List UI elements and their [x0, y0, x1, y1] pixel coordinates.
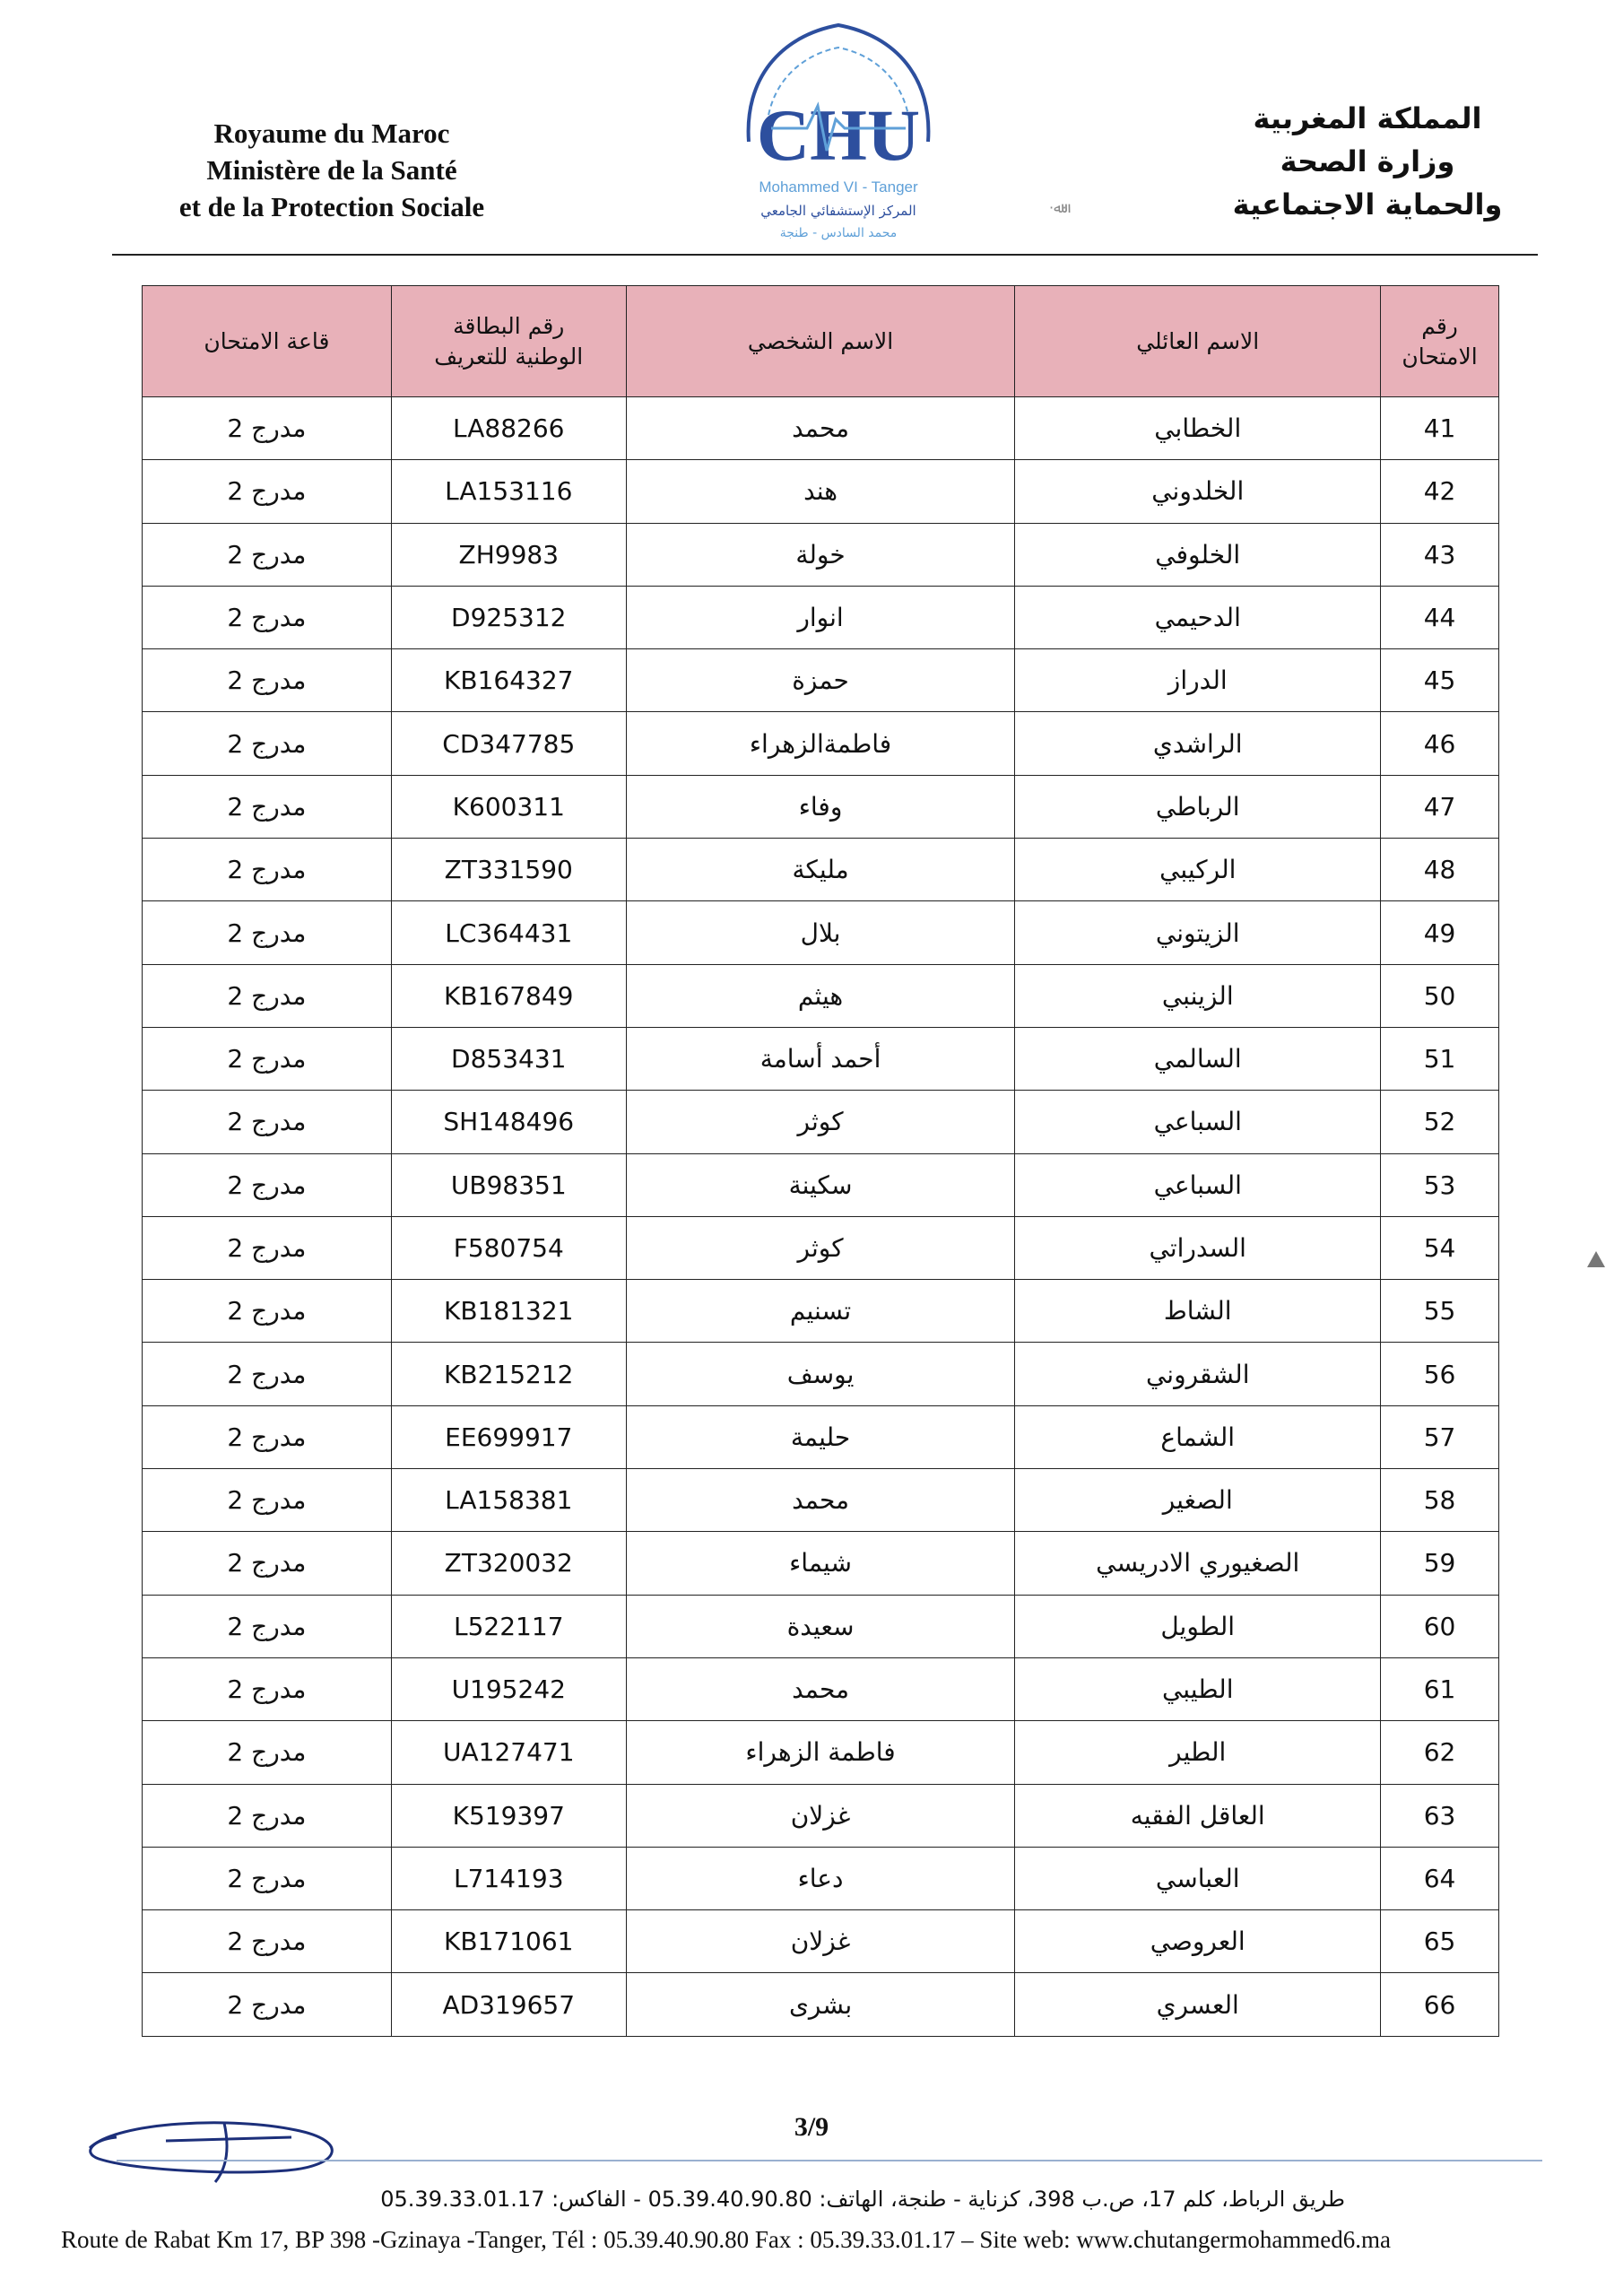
table-row [143, 1847, 1499, 1909]
cell-first-name: سعيدة [626, 1595, 1015, 1657]
cell-exam-number: 47 [1381, 775, 1499, 838]
cell-last-name: الدراز [1015, 649, 1381, 712]
cell-last-name: السباعي [1015, 1153, 1381, 1216]
cell-first-name: خولة [626, 523, 1015, 586]
cell-national-id: SH148496 [391, 1091, 626, 1153]
cell-last-name: العروصي [1015, 1910, 1381, 1973]
cell-exam-room: مدرج 2 [143, 901, 392, 964]
cell-first-name: فاطمة الزهراء [626, 1721, 1015, 1784]
cell-first-name: محمد [626, 1469, 1015, 1532]
cell-national-id: K519397 [391, 1784, 626, 1847]
cell-exam-room: مدرج 2 [143, 1153, 392, 1216]
cell-last-name: الطويل [1015, 1595, 1381, 1657]
cell-exam-room: مدرج 2 [143, 1405, 392, 1468]
ministry-name-ar [1202, 97, 1533, 226]
cell-exam-room: مدرج 2 [143, 1973, 392, 2036]
cell-exam-room: مدرج 2 [143, 1343, 392, 1405]
cell-exam-room: مدرج 2 [143, 712, 392, 775]
ministry-line-1: Royaume du Maroc [213, 117, 450, 149]
table-row [143, 1216, 1499, 1279]
cell-first-name: غزلان [626, 1784, 1015, 1847]
ministry-line-3: et de la Protection Sociale [178, 191, 485, 222]
cell-last-name: الدحيمي [1015, 586, 1381, 648]
table-row [143, 1280, 1499, 1343]
cell-exam-room: مدرج 2 [143, 1091, 392, 1153]
col-header-cin [391, 286, 626, 397]
signature [81, 2103, 377, 2188]
cell-exam-room: مدرج 2 [143, 964, 392, 1027]
cell-last-name: الشماع [1015, 1405, 1381, 1468]
cell-exam-number: 52 [1381, 1091, 1499, 1153]
chu-logo [717, 16, 959, 249]
cell-national-id: KB167849 [391, 964, 626, 1027]
ministry-line-2: Ministère de la Santé [206, 154, 457, 186]
cell-last-name: العباسي [1015, 1847, 1381, 1909]
ministry-name-fr [135, 115, 529, 225]
table-row [143, 1973, 1499, 2036]
cell-exam-number: 45 [1381, 649, 1499, 712]
cell-last-name: الخطابي [1015, 397, 1381, 460]
cell-exam-room: مدرج 2 [143, 839, 392, 901]
cell-exam-room: مدرج 2 [143, 1216, 392, 1279]
cell-exam-number: 41 [1381, 397, 1499, 460]
table-row [143, 1657, 1499, 1720]
cell-exam-number: 50 [1381, 964, 1499, 1027]
cell-exam-number: 59 [1381, 1532, 1499, 1595]
cell-exam-room: مدرج 2 [143, 397, 392, 460]
table-row [143, 460, 1499, 523]
table-row [143, 901, 1499, 964]
cell-last-name: الرباطي [1015, 775, 1381, 838]
cell-national-id: CD347785 [391, 712, 626, 775]
cell-exam-room: مدرج 2 [143, 1595, 392, 1657]
table-header-row [143, 286, 1499, 397]
cell-national-id: EE699917 [391, 1405, 626, 1468]
cell-first-name: بلال [626, 901, 1015, 964]
cell-exam-room: مدرج 2 [143, 1657, 392, 1720]
cell-exam-room: مدرج 2 [143, 1469, 392, 1532]
col-num-line1: رقم [1421, 312, 1458, 339]
cell-national-id: D853431 [391, 1027, 626, 1090]
cell-first-name: سكينة [626, 1153, 1015, 1216]
cell-exam-number: 57 [1381, 1405, 1499, 1468]
cell-exam-room: مدرج 2 [143, 586, 392, 648]
cell-national-id: D925312 [391, 586, 626, 648]
cell-first-name: أحمد أسامة [626, 1027, 1015, 1090]
table-row [143, 1595, 1499, 1657]
cell-exam-room: مدرج 2 [143, 1910, 392, 1973]
page-number: 3/9 [794, 2112, 829, 2142]
cell-first-name: محمد [626, 1657, 1015, 1720]
scan-mark: ·ﷲ· [1049, 199, 1067, 216]
cell-exam-number: 61 [1381, 1657, 1499, 1720]
cell-exam-number: 44 [1381, 586, 1499, 648]
table-row [143, 1910, 1499, 1973]
cell-exam-room: مدرج 2 [143, 1532, 392, 1595]
cell-first-name: شيماء [626, 1532, 1015, 1595]
cell-exam-number: 60 [1381, 1595, 1499, 1657]
cell-national-id: KB181321 [391, 1280, 626, 1343]
ministry-ar-line-1: المملكة المغربية [1253, 101, 1482, 135]
cell-exam-number: 46 [1381, 712, 1499, 775]
cell-exam-room: مدرج 2 [143, 1721, 392, 1784]
cell-exam-number: 53 [1381, 1153, 1499, 1216]
logo-sub-fr: Mohammed VI - Tanger [759, 178, 918, 196]
cell-exam-number: 64 [1381, 1847, 1499, 1909]
cell-first-name: حمزة [626, 649, 1015, 712]
table-row [143, 1784, 1499, 1847]
cell-last-name: الراشدي [1015, 712, 1381, 775]
cell-last-name: الخلدوني [1015, 460, 1381, 523]
cell-exam-room: مدرج 2 [143, 1280, 392, 1343]
cell-last-name: الطيبي [1015, 1657, 1381, 1720]
col-header-room: قاعة الامتحان [143, 286, 392, 397]
ministry-ar-line-2: وزارة الصحة [1280, 144, 1455, 178]
cell-national-id: LA153116 [391, 460, 626, 523]
col-cin-line2: الوطنية للتعريف [434, 343, 584, 370]
cell-first-name: غزلان [626, 1910, 1015, 1973]
cell-last-name: الزيتوني [1015, 901, 1381, 964]
logo-sub-ar1: المركز الإستشفائي الجامعي [760, 203, 916, 219]
cell-exam-room: مدرج 2 [143, 523, 392, 586]
cell-exam-number: 66 [1381, 1973, 1499, 2036]
table-row [143, 586, 1499, 648]
table-row [143, 397, 1499, 460]
cell-exam-room: مدرج 2 [143, 649, 392, 712]
cell-last-name: السباعي [1015, 1091, 1381, 1153]
table-row [143, 712, 1499, 775]
cell-first-name: بشرى [626, 1973, 1015, 2036]
table-row [143, 1027, 1499, 1090]
cell-last-name: الصغير [1015, 1469, 1381, 1532]
table-row [143, 1469, 1499, 1532]
cell-exam-number: 48 [1381, 839, 1499, 901]
cell-national-id: LC364431 [391, 901, 626, 964]
cell-exam-number: 56 [1381, 1343, 1499, 1405]
address-ar: طريق الرباط، كلم 17، ص.ب 398، كزناية - طنجة، الهاتف: 05.39.40.90.80 - الفاكس: 05.39.33.01.17 [380, 2187, 1345, 2212]
cell-last-name: العسري [1015, 1973, 1381, 2036]
cell-first-name: كوثر [626, 1091, 1015, 1153]
cell-national-id: ZT331590 [391, 839, 626, 901]
cell-first-name: مليكة [626, 839, 1015, 901]
cell-last-name: الصغيوري الادريسي [1015, 1532, 1381, 1595]
cell-last-name: السالمي [1015, 1027, 1381, 1090]
cell-last-name: الشاط [1015, 1280, 1381, 1343]
logo-sub-ar2: محمد السادس - طنجة [779, 226, 898, 240]
cell-exam-number: 54 [1381, 1216, 1499, 1279]
cell-national-id: AD319657 [391, 1973, 626, 2036]
footer-divider [117, 2160, 1542, 2161]
cell-last-name: الخلوفي [1015, 523, 1381, 586]
table-row [143, 964, 1499, 1027]
cell-last-name: الركيبي [1015, 839, 1381, 901]
logo-main-text: CHU [756, 94, 921, 176]
table-row [143, 1721, 1499, 1784]
cell-last-name: الزينبي [1015, 964, 1381, 1027]
cell-national-id: LA88266 [391, 397, 626, 460]
cell-first-name: وفاء [626, 775, 1015, 838]
cell-first-name: انوار [626, 586, 1015, 648]
table-row [143, 839, 1499, 901]
cell-exam-number: 63 [1381, 1784, 1499, 1847]
table-row [143, 775, 1499, 838]
cell-exam-number: 62 [1381, 1721, 1499, 1784]
cell-exam-room: مدرج 2 [143, 775, 392, 838]
cell-first-name: يوسف [626, 1343, 1015, 1405]
table-row [143, 649, 1499, 712]
cell-last-name: السدراتي [1015, 1216, 1381, 1279]
cell-first-name: هيثم [626, 964, 1015, 1027]
cell-national-id: KB164327 [391, 649, 626, 712]
cell-national-id: F580754 [391, 1216, 626, 1279]
cell-exam-room: مدرج 2 [143, 1847, 392, 1909]
table-row [143, 1343, 1499, 1405]
cell-national-id: K600311 [391, 775, 626, 838]
table-row [143, 1532, 1499, 1595]
table-row [143, 523, 1499, 586]
cell-exam-room: مدرج 2 [143, 1027, 392, 1090]
cell-first-name: فاطمةالزهراء [626, 712, 1015, 775]
cell-exam-number: 51 [1381, 1027, 1499, 1090]
col-num-line2: الامتحان [1402, 343, 1478, 370]
margin-mark [1587, 1251, 1605, 1267]
cell-national-id: U195242 [391, 1657, 626, 1720]
cell-last-name: الشقروني [1015, 1343, 1381, 1405]
header-divider [112, 254, 1538, 256]
cell-national-id: KB215212 [391, 1343, 626, 1405]
cell-national-id: KB171061 [391, 1910, 626, 1973]
cell-first-name: تسنيم [626, 1280, 1015, 1343]
table-row [143, 1091, 1499, 1153]
cell-exam-number: 43 [1381, 523, 1499, 586]
cell-first-name: محمد [626, 397, 1015, 460]
cell-exam-number: 58 [1381, 1469, 1499, 1532]
cell-first-name: كوثر [626, 1216, 1015, 1279]
cell-national-id: L522117 [391, 1595, 626, 1657]
cell-exam-room: مدرج 2 [143, 1784, 392, 1847]
cell-exam-number: 55 [1381, 1280, 1499, 1343]
cell-first-name: حليمة [626, 1405, 1015, 1468]
cell-last-name: العاقل الفقيه [1015, 1784, 1381, 1847]
table-row [143, 1405, 1499, 1468]
cell-exam-room: مدرج 2 [143, 460, 392, 523]
cell-national-id: ZT320032 [391, 1532, 626, 1595]
table-row [143, 1153, 1499, 1216]
cell-national-id: LA158381 [391, 1469, 626, 1532]
cell-national-id: ZH9983 [391, 523, 626, 586]
cell-national-id: UA127471 [391, 1721, 626, 1784]
col-header-last: الاسم العائلي [1015, 286, 1381, 397]
col-cin-line1: رقم البطاقة [453, 312, 565, 339]
col-header-num [1381, 286, 1499, 397]
address-fr: Route de Rabat Km 17, BP 398 -Gzinaya -Tanger, Tél : 05.39.40.90.80 Fax : 05.39.33.01.17 – Site web: www.chutangermohammed6.ma [61, 2226, 1392, 2253]
cell-exam-number: 42 [1381, 460, 1499, 523]
cell-exam-number: 65 [1381, 1910, 1499, 1973]
cell-first-name: دعاء [626, 1847, 1015, 1909]
cell-national-id: UB98351 [391, 1153, 626, 1216]
cell-first-name: هند [626, 460, 1015, 523]
ministry-ar-line-3: والحماية الاجتماعية [1232, 187, 1503, 222]
cell-national-id: L714193 [391, 1847, 626, 1909]
cell-exam-number: 49 [1381, 901, 1499, 964]
col-header-first: الاسم الشخصي [626, 286, 1015, 397]
cell-last-name: الطير [1015, 1721, 1381, 1784]
exam-list-table [142, 285, 1499, 2037]
